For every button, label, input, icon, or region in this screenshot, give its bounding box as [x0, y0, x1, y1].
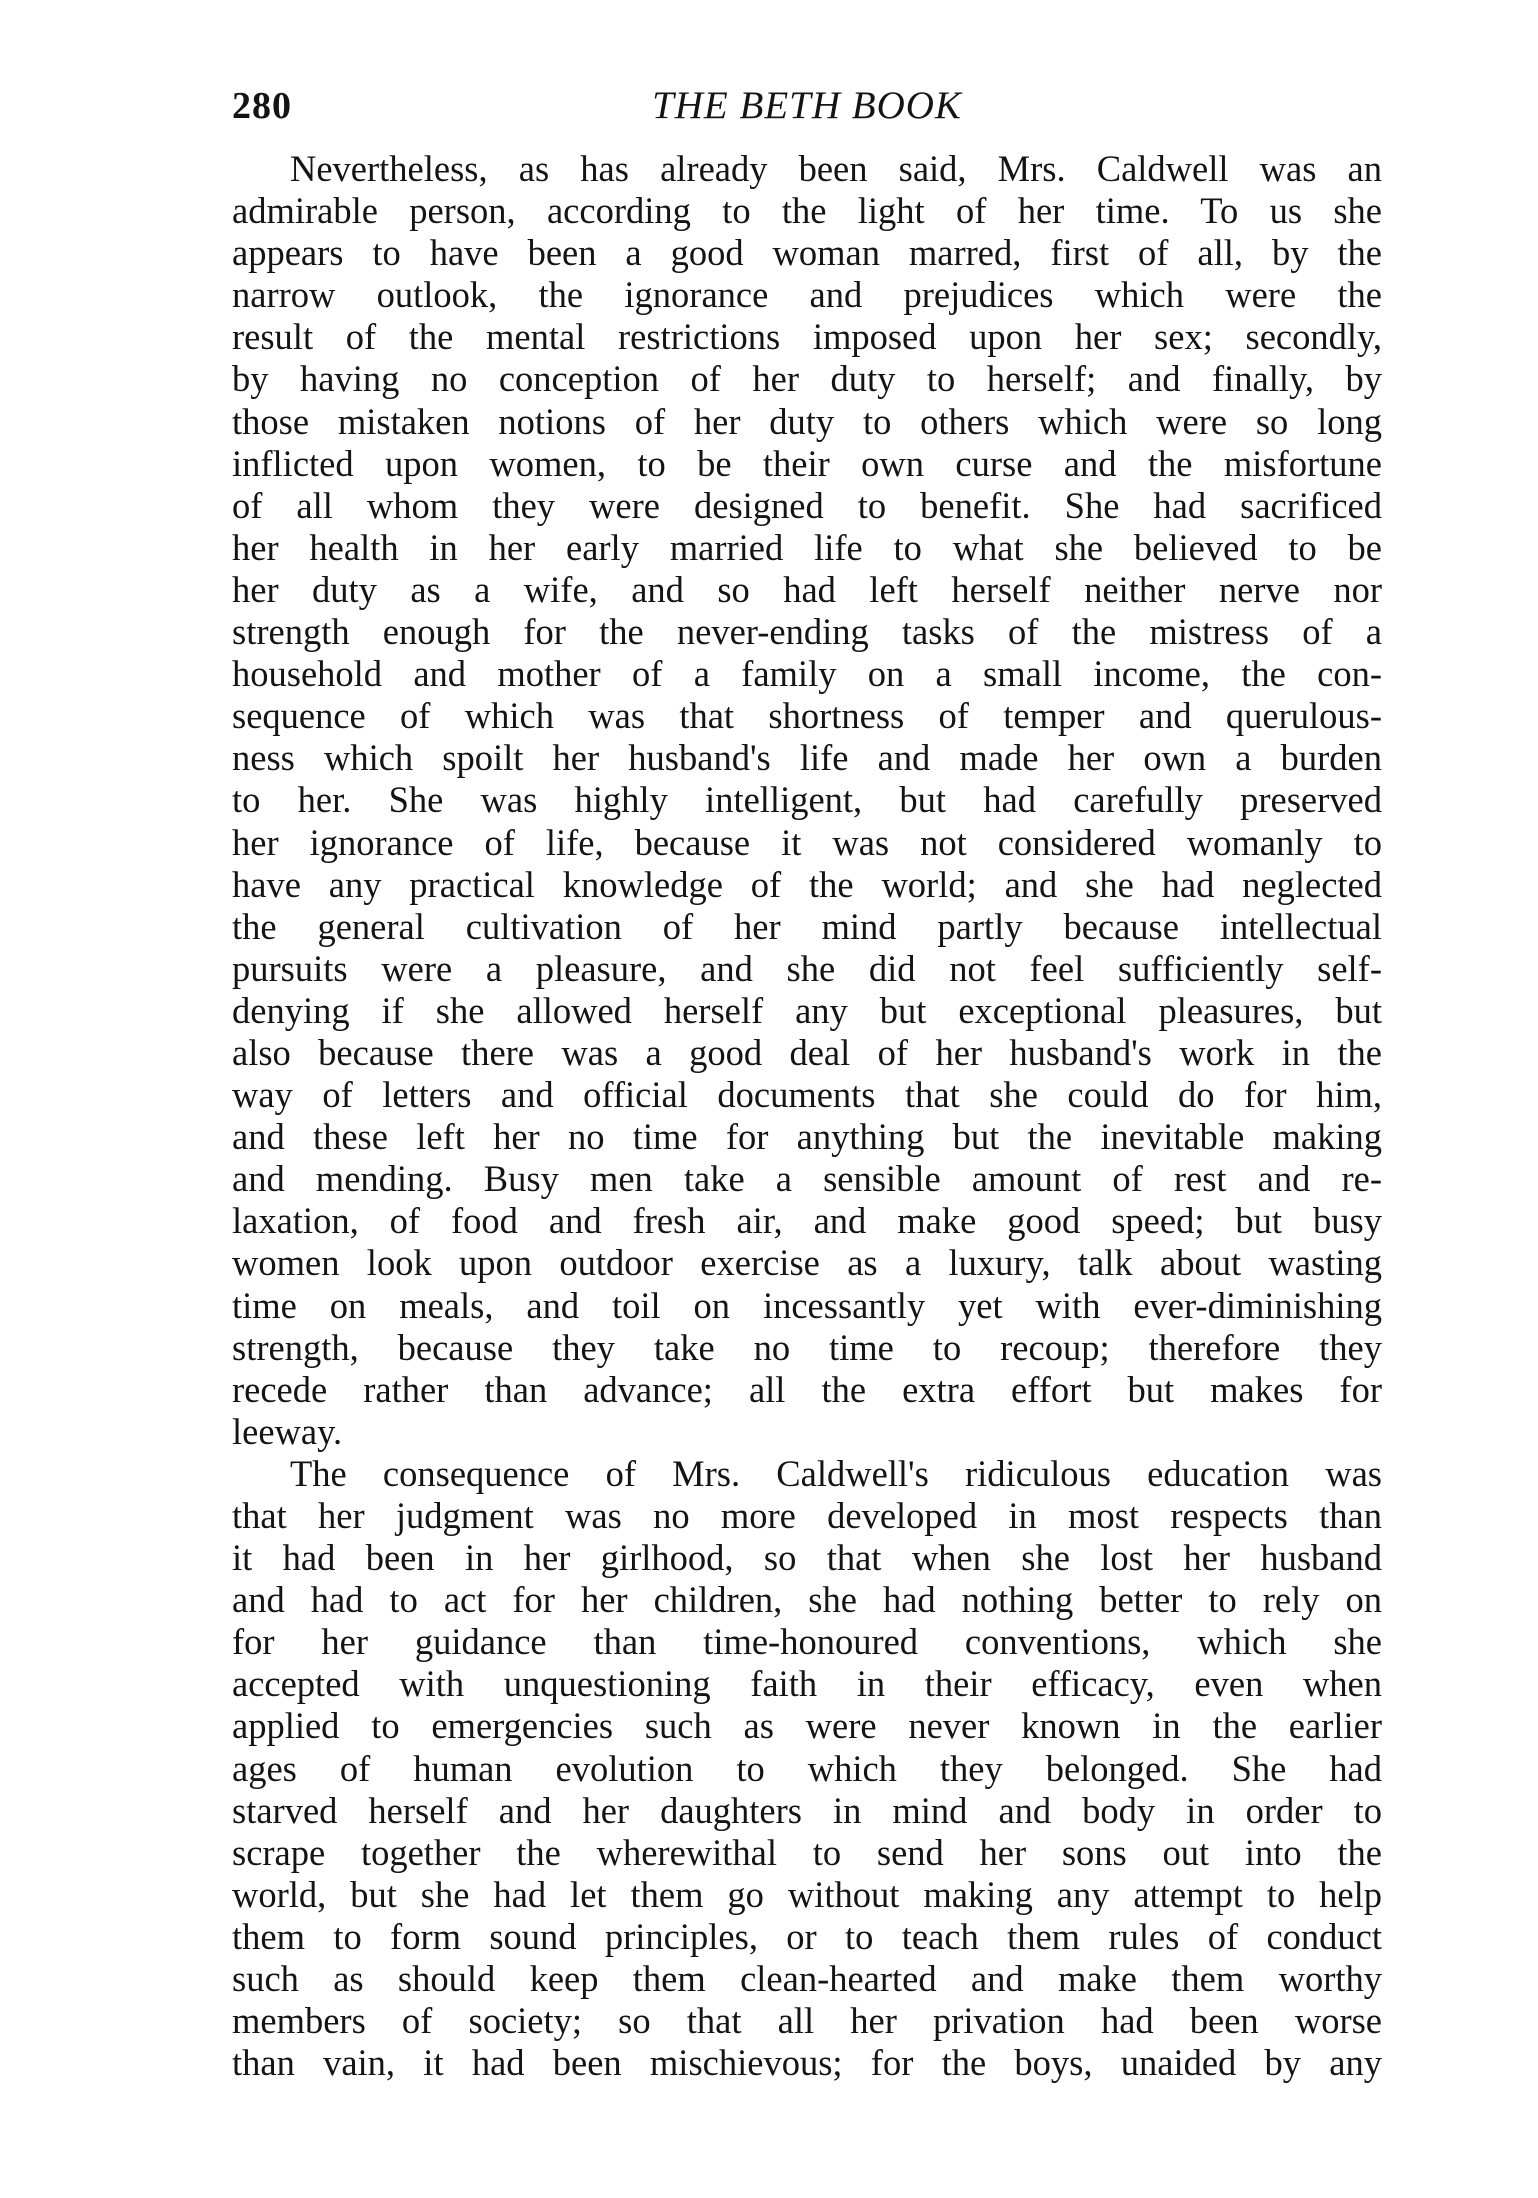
text-line: recede rather than advance; all the extra effort but makes for [232, 1368, 1382, 1410]
text-line: such as should keep them clean-hearted and make them worthy [232, 1958, 1382, 2000]
page-number: 280 [232, 85, 292, 127]
text-line: inflicted upon women, to be their own curse and the misfortune [232, 442, 1382, 484]
text-line: narrow outlook, the ignorance and prejudices which were the [232, 274, 1382, 316]
text-line: those mistaken notions of her duty to others which were so long [232, 400, 1382, 442]
text-line: starved herself and her daughters in mind and body in order to [232, 1789, 1382, 1831]
paragraph [232, 1453, 1382, 2084]
text-line: her duty as a wife, and so had left herself neither nerve nor [232, 568, 1382, 610]
text-line: pursuits were a pleasure, and she did not feel sufficiently self- [232, 947, 1382, 989]
text-line: sequence of which was that shortness of temper and querulous- [232, 695, 1382, 737]
text-line: have any practical knowledge of the world; and she had neglected [232, 863, 1382, 905]
text-line: her ignorance of life, because it was not considered womanly to [232, 821, 1382, 863]
book-title: THE BETH BOOK [652, 84, 962, 127]
text-line: than vain, it had been mischievous; for the boys, unaided by any [232, 2042, 1382, 2084]
text-line: women look upon outdoor exercise as a luxury, talk about wasting [232, 1242, 1382, 1284]
text-line: the general cultivation of her mind partly because intellectual [232, 905, 1382, 947]
text-line: and had to act for her children, she had nothing better to rely on [232, 1579, 1382, 1621]
text-line: appears to have been a good woman marred, first of all, by the [232, 232, 1382, 274]
text-line: members of society; so that all her privation had been worse [232, 2000, 1382, 2042]
text-line: strength, because they take no time to recoup; therefore they [232, 1326, 1382, 1368]
text-line: of all whom they were designed to benefit. She had sacrificed [232, 484, 1382, 526]
text-line: also because there was a good deal of her husband's work in the [232, 1031, 1382, 1073]
text-line: strength enough for the never-ending tasks of the mistress of a [232, 611, 1382, 653]
text-line: applied to emergencies such as were never known in the earlier [232, 1705, 1382, 1747]
text-line: scrape together the wherewithal to send her sons out into the [232, 1831, 1382, 1873]
text-line: ages of human evolution to which they belonged. She had [232, 1747, 1382, 1789]
text-line: for her guidance than time-honoured conventions, which she [232, 1621, 1382, 1663]
text-line: world, but she had let them go without making any attempt to help [232, 1873, 1382, 1915]
text-line: Nevertheless, as has already been said, Mrs. Caldwell was an [290, 148, 1382, 189]
text-line: to her. She was highly intelligent, but had carefully preserved [232, 779, 1382, 821]
text-line: The consequence of Mrs. Caldwell's ridiculous education was [290, 1452, 1382, 1494]
text-line: that her judgment was no more developed in most respects than [232, 1495, 1382, 1536]
text-line: them to form sound principles, or to teach them rules of conduct [232, 1915, 1382, 1957]
text-line: household and mother of a family on a small income, the con- [232, 653, 1382, 695]
text-line: by having no conception of her duty to herself; and finally, by [232, 358, 1382, 400]
text-line: admirable person, according to the light of her time. To us she [232, 190, 1382, 232]
text-line: and mending. Busy men take a sensible amount of rest and re- [232, 1158, 1382, 1200]
text-line: it had been in her girlhood, so that when she lost her husband [232, 1537, 1382, 1579]
text-line: laxation, of food and fresh air, and make good speed; but busy [232, 1200, 1382, 1242]
text-line: her health in her early married life to what she believed to be [232, 526, 1382, 568]
text-line: leeway. [232, 1410, 343, 1452]
paragraph [232, 148, 1382, 1453]
text-line: result of the mental restrictions imposed upon her sex; secondly, [232, 316, 1382, 358]
running-head [232, 76, 1382, 136]
text-line: denying if she allowed herself any but exceptional pleasures, but [232, 989, 1382, 1031]
body-text [232, 148, 1382, 2084]
text-line: accepted with unquestioning faith in their efficacy, even when [232, 1663, 1382, 1705]
text-line: and these left her no time for anything but the inevitable making [232, 1116, 1382, 1158]
text-line: way of letters and official documents that she could do for him, [232, 1074, 1382, 1116]
text-line: time on meals, and toil on incessantly yet with ever-diminishing [232, 1284, 1382, 1326]
text-line: ness which spoilt her husband's life and made her own a burden [232, 737, 1382, 779]
